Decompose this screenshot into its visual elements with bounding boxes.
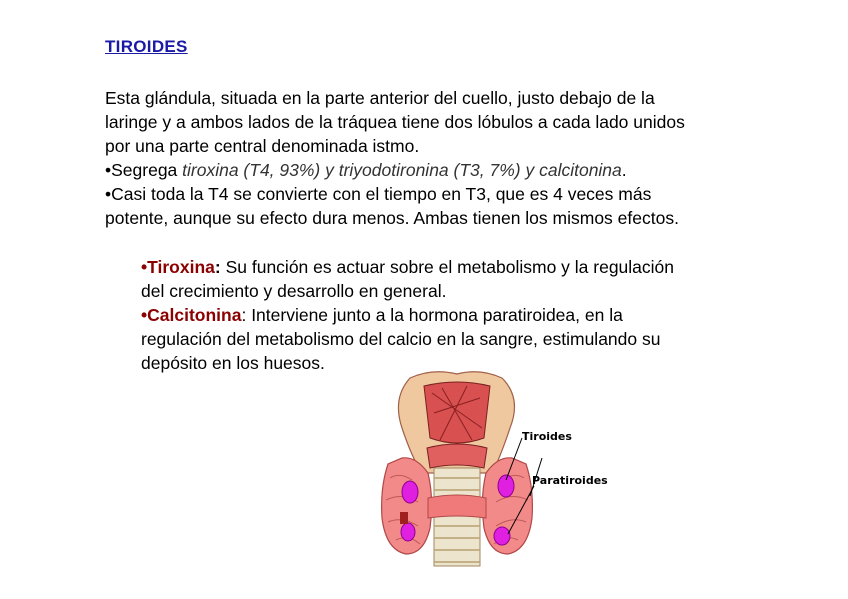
paratiroides-label: Paratiroides <box>532 474 608 487</box>
calcitonina-term: •Calcitonina <box>141 305 242 325</box>
slide-title: TIROIDES <box>105 37 188 56</box>
tiroides-label: Tiroides <box>522 430 572 443</box>
calcitonina-text: Interviene junto a la hormona paratiroidea, en la <box>246 305 623 325</box>
casi-bullet-line: potente, aunque su efecto dura menos. Ambas tienen los mismos efectos. <box>105 208 679 228</box>
intro-line: laringe y a ambos lados de la tráquea tiene dos lóbulos a cada lado unidos <box>105 112 685 132</box>
tiroxina-term: •Tiroxina <box>141 257 215 277</box>
tiroxina-text: Su función es actuar sobre el metabolismo y la regulación <box>220 257 675 277</box>
thyroid-isthmus <box>428 495 486 518</box>
intro-line: Esta glándula, situada en la parte anterior del cuello, justo debajo de la <box>105 88 655 108</box>
segrega-prefix: •Segrega <box>105 160 183 180</box>
tiroxina-item <box>141 255 801 279</box>
tiroxina-text-line: del crecimiento y desarrollo en general. <box>141 281 447 301</box>
intro-paragraph <box>105 86 805 230</box>
thyroid-drawing <box>372 368 624 568</box>
intro-line: por una parte central denominada istmo. <box>105 136 420 156</box>
calcitonina-item <box>141 303 801 327</box>
segrega-suffix: . <box>621 160 627 180</box>
parathyroid-lower-right <box>494 527 510 545</box>
segrega-hormones: tiroxina (T4, 93%) y triyodotironina (T3, 7%) y calcitonina <box>182 160 622 180</box>
thyroid-illustration <box>372 368 624 568</box>
calcitonina-text-line: regulación del metabolismo del calcio en la sangre, estimulando su <box>141 329 661 349</box>
cricoid-muscle <box>427 444 487 468</box>
calcitonina-colon: : <box>241 305 247 325</box>
larynx-muscle <box>424 382 490 443</box>
casi-bullet-line: •Casi toda la T4 se convierte con el tiempo en T3, que es 4 veces más <box>105 184 652 204</box>
tiroxina-colon: : <box>214 257 221 277</box>
segrega-bullet <box>105 158 805 182</box>
calcitonina-text-line: depósito en los huesos. <box>141 353 325 373</box>
parathyroid-upper-right <box>498 475 514 497</box>
hormone-list <box>141 255 801 375</box>
parathyroid-upper-left <box>402 481 418 503</box>
vessel-mark <box>400 512 408 524</box>
parathyroid-lower-left <box>401 523 415 541</box>
